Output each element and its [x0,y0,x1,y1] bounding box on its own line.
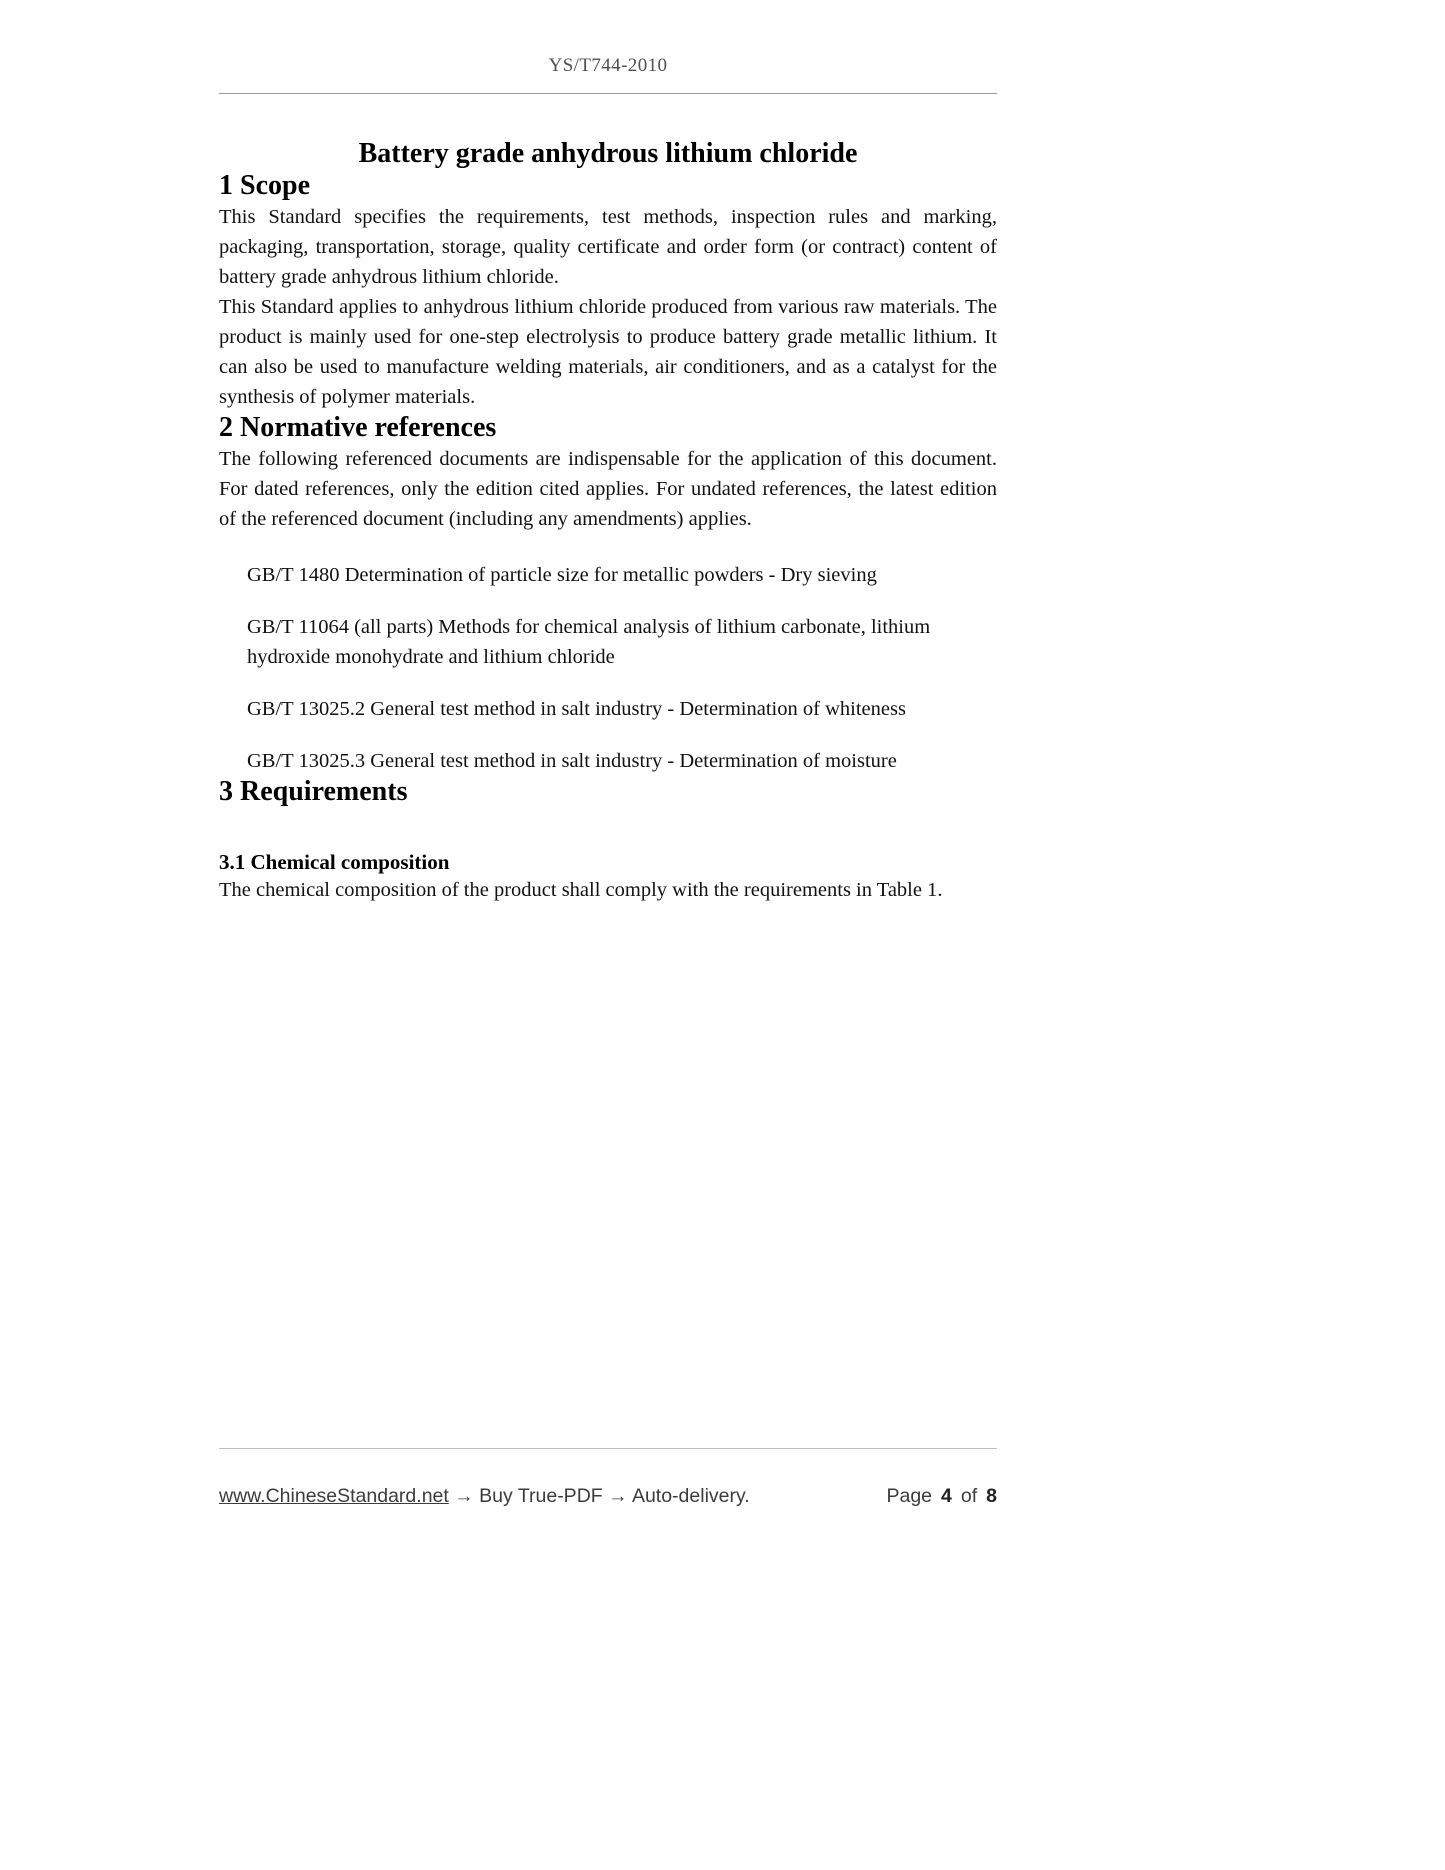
footer-page-number: 4 [941,1485,952,1507]
section-heading-normative-references: 2 Normative references [219,412,497,443]
footer-row [219,1485,997,1508]
footer-page-indicator [886,1485,997,1508]
footer-divider [219,1448,997,1449]
page-header-doc-number: YS/T744-2010 [548,55,668,76]
footer-page-label: Page [886,1485,933,1507]
document-title: Battery grade anhydrous lithium chloride [358,138,858,169]
requirements-paragraph: The chemical composition of the product shall comply with the requirements in Table 1. [219,879,943,901]
normative-reference-list [219,560,997,776]
normative-intro-paragraph: The following referenced documents are indispensable for the application of this document. For dated references, only the edition cited applies. For undated references, the latest edition of the referenced document (including any amendments) applies. [219,448,997,530]
normative-reference: GB/T 13025.3 General test method in salt industry - Determination of moisture [247,750,897,772]
footer-of-label: of [960,1485,978,1507]
page-content [219,0,997,905]
scope-paragraph-1: This Standard specifies the requirements, test methods, inspection rules and marking, packaging, transportation, storage, quality certificate and order form (or contract) content of battery grade anhydrous lithium chloride. [219,206,997,288]
section-heading-requirements: 3 Requirements [219,776,408,807]
page-footer [219,1448,997,1508]
scope-paragraph-2: This Standard applies to anhydrous lithium chloride produced from various raw materials. The product is mainly used for one-step electrolysis to produce battery grade metallic lithium. It can also be used to manufacture welding materials, air conditioners, and as a catalyst for the synthesis of polymer materials. [219,296,997,408]
normative-reference: GB/T 1480 Determination of particle size for metallic powders - Dry sieving [247,564,877,586]
header-divider [219,93,997,94]
subsection-heading-chemical-composition: 3.1 Chemical composition [219,850,450,874]
section-heading-scope: 1 Scope [219,170,310,201]
footer-tagline-text: → Buy True-PDF → Auto-delivery. [454,1485,750,1507]
footer-total-pages: 8 [986,1485,997,1507]
footer-site-link[interactable]: www.ChineseStandard.net [219,1485,449,1507]
footer-tagline [219,1485,750,1508]
normative-reference: GB/T 11064 (all parts) Methods for chemical analysis of lithium carbonate, lithium hydroxide monohydrate and lithium chloride [247,616,931,668]
normative-reference: GB/T 13025.2 General test method in salt industry - Determination of whiteness [247,698,906,720]
